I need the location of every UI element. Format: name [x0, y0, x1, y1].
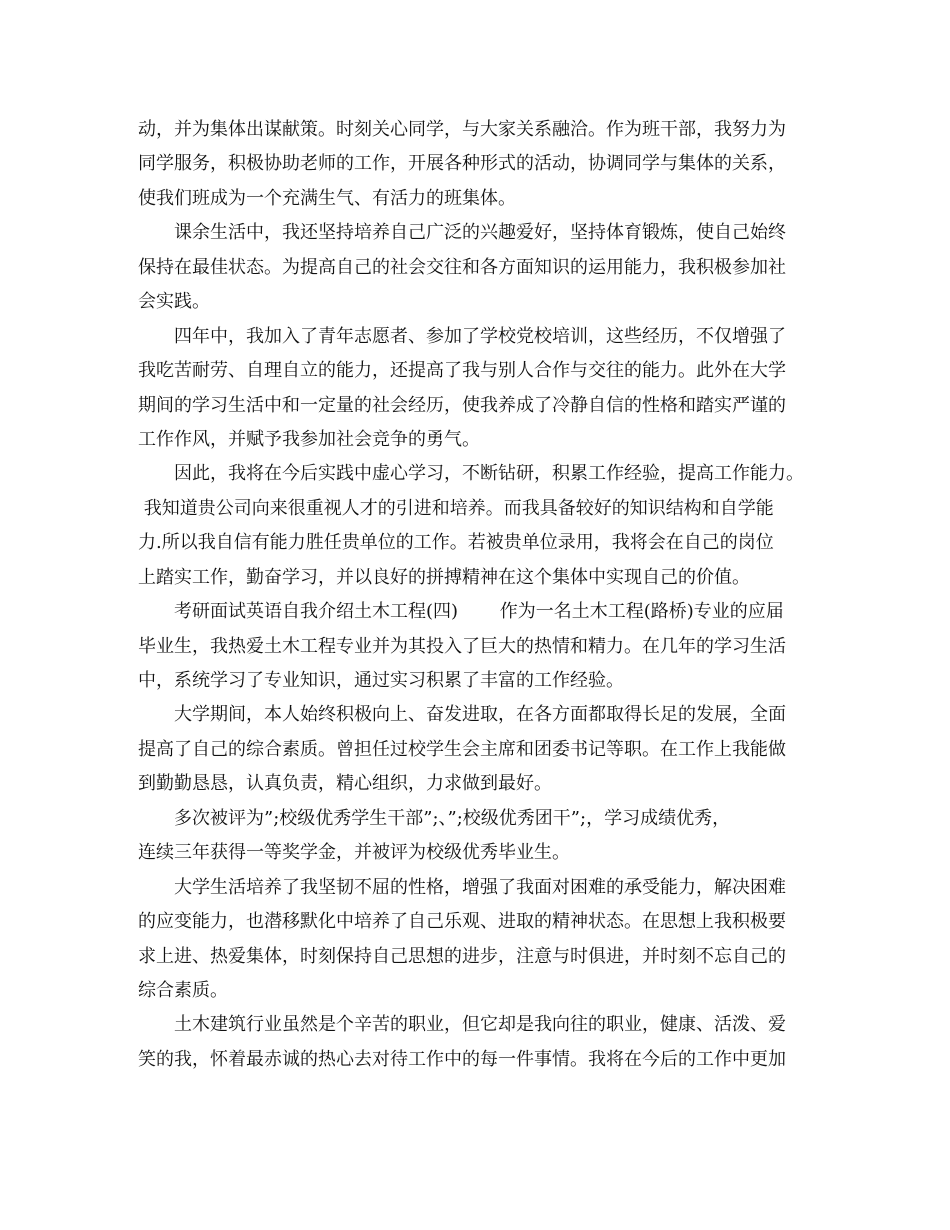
text-line: 综合素质。 — [138, 979, 228, 1001]
text-line: 会实践。 — [138, 291, 210, 313]
body-text — [138, 113, 828, 1077]
text-line: 笑的我，怀着最赤诚的热心去对待工作中的每一件事情。我将在今后的工作中更加 — [138, 1048, 786, 1070]
text-line: 考研面试英语自我介绍土木工程(四) 作为一名土木工程(路桥)专业的应届 — [138, 601, 784, 623]
text-line: 毕业生，我热爱土木工程专业并为其投入了巨大的热情和精力。在几年的学习生活 — [138, 635, 786, 657]
text-line: 提高了自己的综合素质。曾担任过校学生会主席和团委书记等职。在工作上我能做 — [138, 738, 786, 760]
text-line: 同学服务，积极协助老师的工作，开展各种形式的活动，协调同学与集体的关系， — [138, 153, 786, 175]
text-line: 到勤勤恳恳，认真负责，精心组织，力求做到最好。 — [138, 773, 552, 795]
text-line: 土木建筑行业虽然是个辛苦的职业，但它却是我向往的职业，健康、活泼、爱 — [138, 1014, 786, 1036]
text-line: 使我们班成为一个充满生气、有活力的班集体。 — [138, 187, 516, 209]
text-line: 上踏实工作，勤奋学习，并以良好的拼搏精神在这个集体中实现自己的价值。 — [138, 566, 750, 588]
text-line: 因此，我将在今后实践中虚心学习，不断钻研，积累工作经验，提高工作能力。 — [138, 463, 804, 485]
text-line: 期间的学习生活中和一定量的社会经历，使我养成了冷静自信的性格和踏实严谨的 — [138, 394, 786, 416]
text-line: 大学生活培养了我坚韧不屈的性格，增强了我面对困难的承受能力，解决困难 — [138, 876, 786, 898]
text-line: 的应变能力，也潜移默化中培养了自己乐观、进取的精神状态。在思想上我积极要 — [138, 911, 786, 933]
text-line: 课余生活中，我还坚持培养自己广泛的兴趣爱好，坚持体育锻炼，使自己始终 — [138, 222, 786, 244]
text-line: 多次被评为”;校级优秀学生干部”;、”;校级优秀团干”;，学习成绩优秀， — [138, 807, 731, 829]
text-line: 工作作风，并赋予我参加社会竞争的勇气。 — [138, 428, 480, 450]
text-line: 连续三年获得一等奖学金，并被评为校级优秀毕业生。 — [138, 842, 570, 864]
text-line: 我知道贵公司向来很重视人才的引进和培养。而我具备较好的知识结构和自学能 — [138, 497, 774, 519]
text-line: 求上进、热爱集体，时刻保持自己思想的进步，注意与时俱进，并时刻不忘自己的 — [138, 945, 786, 967]
text-line: 保持在最佳状态。为提高自己的社会交往和各方面知识的运用能力，我积极参加社 — [138, 256, 786, 278]
text-line: 我吃苦耐劳、自理自立的能力，还提高了我与别人合作与交往的能力。此外在大学 — [138, 360, 786, 382]
text-line: 力.所以我自信有能力胜任贵单位的工作。若被贵单位录用，我将会在自己的岗位 — [138, 532, 774, 554]
text-line: 动，并为集体出谋献策。时刻关心同学，与大家关系融洽。作为班干部，我努力为 — [138, 119, 786, 140]
text-line: 四年中，我加入了青年志愿者、参加了学校党校培训，这些经历，不仅增强了 — [138, 325, 786, 347]
text-line: 大学期间，本人始终积极向上、奋发进取，在各方面都取得长足的发展，全面 — [138, 704, 786, 726]
text-line: 中，系统学习了专业知识，通过实习积累了丰富的工作经验。 — [138, 670, 624, 691]
